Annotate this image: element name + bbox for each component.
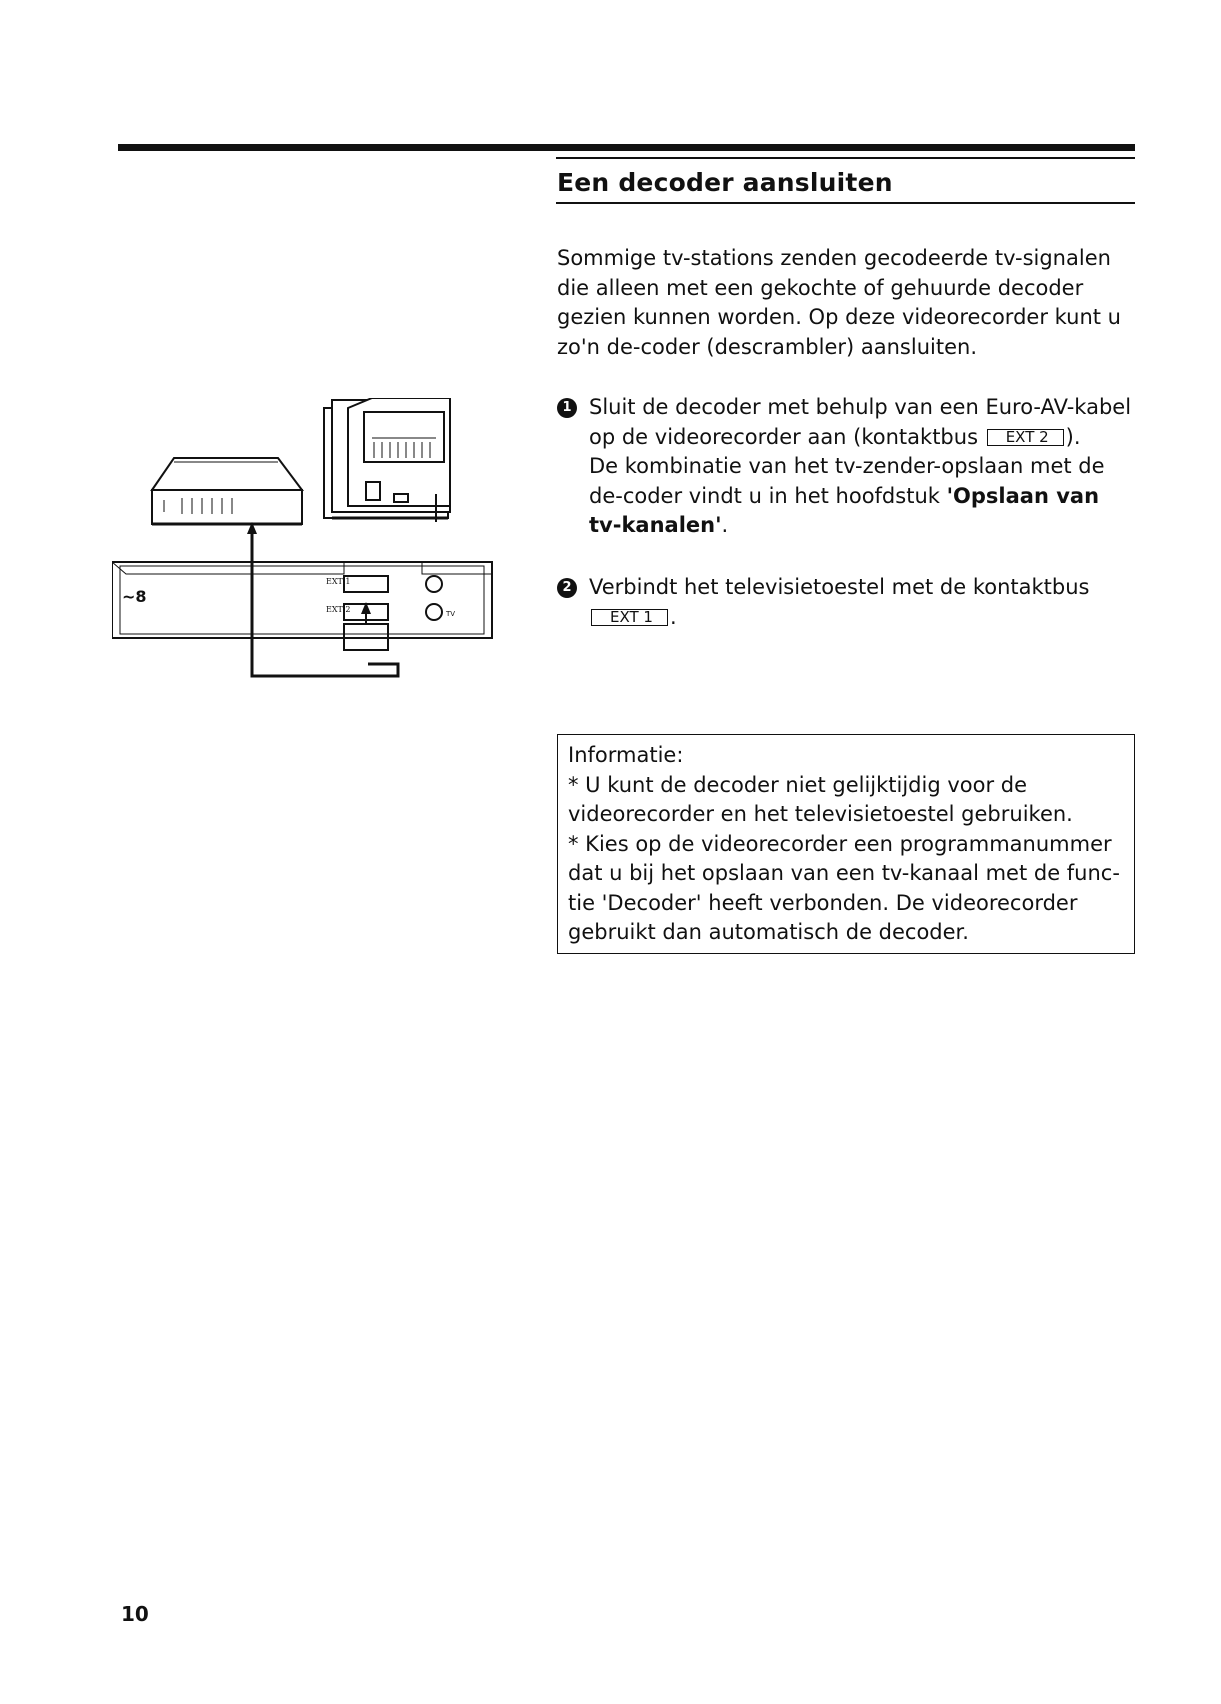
step-2 — [557, 573, 1137, 632]
title-rule-top — [556, 157, 1135, 159]
intro-paragraph: Sommige tv-stations zenden gecodeerde tv-signalen die alleen met een gekochte of gehuurde decoder gezien kunnen worden. Op deze videorecorder kunt u zo'n de-coder (descrambler) aansluiten. — [557, 246, 1121, 359]
euro-av-cable — [247, 522, 398, 676]
step-1-body — [589, 393, 1137, 541]
step-1-text-d: . — [721, 513, 729, 537]
decoder-illustration — [152, 458, 302, 524]
vcr-ext1-label: EXT 1 — [326, 577, 351, 586]
step-number-badge: 1 — [557, 398, 577, 418]
ext2-socket-label: EXT 2 — [987, 429, 1064, 446]
step-1-text-c: De kombinatie van het tv-zender-opslaan met de de-coder vindt u in het hoofdstuk — [589, 454, 1105, 508]
step-2-body — [589, 573, 1137, 632]
connection-diagram — [112, 398, 544, 690]
chapter-reference: 'Opslaan van tv-kanalen' — [589, 483, 1100, 537]
vcr-ext2-label: EXT 2 — [326, 605, 351, 614]
step-number-badge: 2 — [557, 578, 577, 598]
step-1-text-b: ). — [1065, 424, 1081, 449]
tv-illustration — [324, 398, 450, 522]
info-heading: Informatie: — [568, 743, 684, 767]
vcr-rear-panel — [112, 562, 492, 650]
step-1 — [557, 393, 1137, 541]
top-rule — [118, 144, 1135, 151]
step-1-text-a: Sluit de decoder met behulp van een Euro-AV-kabel op de videorecorder aan (kontaktbus — [589, 395, 1132, 449]
vcr-tv-label: TV — [446, 610, 456, 618]
page-number: 10 — [121, 1602, 149, 1626]
step-2-text-a: Verbindt het televisietoestel met de kontaktbus — [589, 575, 1090, 599]
info-line-2: * Kies op de videorecorder een programmanummer dat u bij het opslaan van een tv-kanaal met de func-tie 'Decoder' heeft verbonden. De videorecorder gebruikt dan automatisch de decoder. — [568, 831, 1120, 944]
title-rule-bottom — [556, 202, 1135, 204]
mains-symbol: ~8 — [122, 587, 147, 606]
section-title: Een decoder aansluiten — [557, 168, 893, 197]
step-2-text-b: . — [669, 604, 677, 629]
ext1-socket-label: EXT 1 — [591, 609, 668, 626]
info-box — [557, 734, 1135, 954]
info-line-1: * U kunt de decoder niet gelijktijdig voor de videorecorder en het televisietoestel gebruiken. — [568, 772, 1073, 826]
